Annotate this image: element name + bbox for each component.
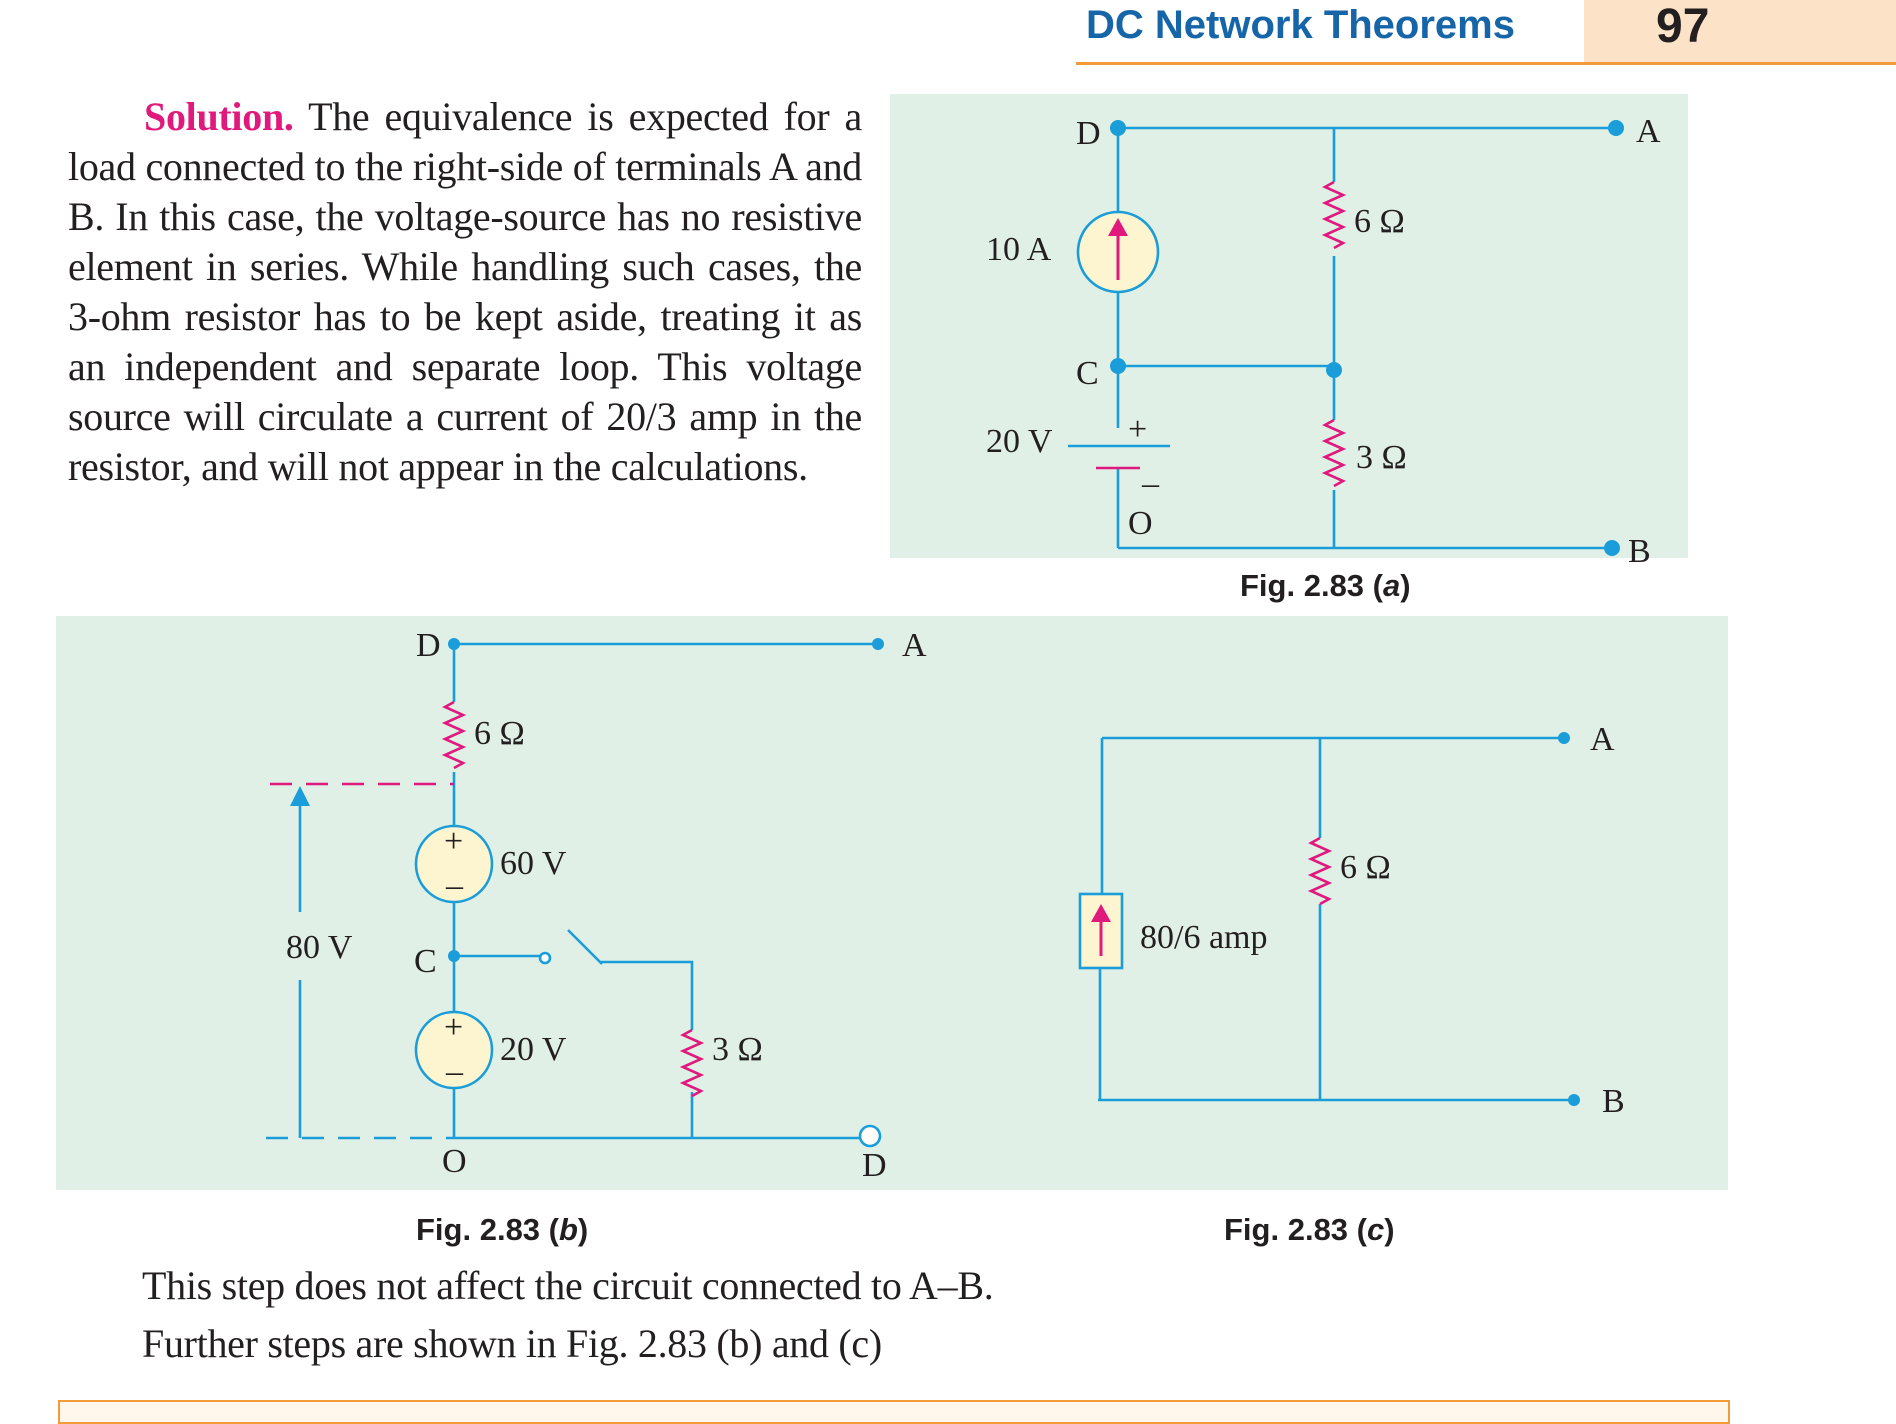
chapter-title: DC Network Theorems xyxy=(1086,3,1515,47)
caption-fig-b-prefix: Fig. 2.83 ( xyxy=(416,1212,559,1247)
fig-b-20v-minus: – xyxy=(446,1053,463,1090)
fig-b-label-60v: 60 V xyxy=(500,845,567,882)
solution-label: Solution. xyxy=(144,94,294,139)
fig-a-label-r1: 6 Ω xyxy=(1354,203,1405,240)
fig-b-label-d-top: D xyxy=(416,627,441,664)
figure-c-circuit xyxy=(1080,721,1625,1120)
caption-fig-b-suffix: ) xyxy=(577,1212,589,1247)
fig-a-label-o: O xyxy=(1128,505,1153,542)
fig-c-current-source-label: 80/6 amp xyxy=(1140,919,1268,956)
caption-fig-a-prefix: Fig. 2.83 ( xyxy=(1240,568,1383,603)
fig-a-label-d: D xyxy=(1076,115,1101,152)
page-number: 97 xyxy=(1656,0,1710,53)
fig-b-label-20v: 20 V xyxy=(500,1031,567,1068)
fig-b-label-80v: 80 V xyxy=(286,929,353,966)
body-line-1: This step does not affect the circuit connected to A–B. xyxy=(142,1263,994,1308)
fig-a-minus-sign: – xyxy=(1142,465,1159,502)
fig-b-60v-minus: – xyxy=(446,867,463,904)
caption-fig-b-letter: b xyxy=(558,1212,578,1247)
fig-c-node-b xyxy=(1568,1094,1580,1106)
fig-a-resistor-6-ohm xyxy=(1325,182,1343,248)
fig-a-node-d xyxy=(1110,120,1126,136)
fig-b-switch-terminal xyxy=(540,953,550,963)
fig-b-resistor-3-ohm xyxy=(683,1030,701,1096)
fig-c-label-a: A xyxy=(1590,721,1615,758)
fig-b-resistor-6-ohm xyxy=(445,702,463,768)
fig-a-label-b: B xyxy=(1628,533,1651,570)
fig-a-plus-sign: + xyxy=(1128,411,1148,448)
body-line-2: Further steps are shown in Fig. 2.83 (b) and (c) xyxy=(142,1321,882,1366)
fig-c-resistor-6-ohm xyxy=(1311,838,1329,904)
fig-c-label-r1: 6 Ω xyxy=(1340,849,1391,886)
fig-b-node-a xyxy=(872,638,884,650)
fig-a-node-a xyxy=(1608,120,1624,136)
fig-c-node-a xyxy=(1558,732,1570,744)
fig-a-label-a: A xyxy=(1636,113,1661,150)
fig-a-node-junction xyxy=(1326,362,1342,378)
fig-a-node-b xyxy=(1604,540,1620,556)
fig-a-label-c: C xyxy=(1076,355,1099,392)
fig-a-current-source-label: 10 A xyxy=(986,231,1052,268)
caption-fig-a-letter: a xyxy=(1382,568,1401,603)
fig-b-switch-blade xyxy=(568,930,602,964)
fig-b-label-d-bottom: D xyxy=(862,1147,887,1184)
fig-b-node-d xyxy=(448,638,460,650)
fig-b-60v-plus: + xyxy=(444,823,464,860)
caption-fig-c-letter: c xyxy=(1366,1212,1385,1247)
caption-fig-c-prefix: Fig. 2.83 ( xyxy=(1224,1212,1367,1247)
fig-b-label-o: O xyxy=(442,1143,467,1180)
caption-fig-c xyxy=(1224,1212,1395,1248)
caption-fig-b xyxy=(416,1212,588,1248)
fig-a-resistor-3-ohm xyxy=(1325,420,1343,486)
fig-b-label-r1: 6 Ω xyxy=(474,715,525,752)
fig-b-label-r2: 3 Ω xyxy=(712,1031,763,1068)
fig-a-label-r2: 3 Ω xyxy=(1356,439,1407,476)
fig-b-label-a: A xyxy=(902,627,927,664)
caption-fig-a xyxy=(1240,568,1411,604)
fig-b-80v-arrowhead xyxy=(290,786,310,806)
solution-text: The equivalence is expected for a load connected to the right-side of terminals A and B. In this case, the voltage-source has no resistive element in series. While handling such cases, the 3-ohm resistor has to be kept aside, treating it as an independent and separate loop. This voltage source will circulate a current of 20/3 amp in the resistor, and will not appear in the calculations. xyxy=(68,94,862,489)
fig-c-label-b: B xyxy=(1602,1083,1625,1120)
caption-fig-c-suffix: ) xyxy=(1384,1212,1395,1247)
fig-b-node-c xyxy=(448,950,460,962)
fig-a-node-c xyxy=(1110,358,1126,374)
fig-b-label-c: C xyxy=(414,943,437,980)
fig-b-terminal-d xyxy=(860,1126,880,1146)
caption-fig-a-suffix: ) xyxy=(1400,568,1411,603)
bottom-box xyxy=(58,1400,1730,1424)
figure-b-circuit xyxy=(266,627,927,1184)
fig-b-20v-plus: + xyxy=(444,1009,464,1046)
fig-a-voltage-source-label: 20 V xyxy=(986,423,1053,460)
fig-b-wire-right-branch xyxy=(600,962,692,1138)
figure-a-circuit xyxy=(986,113,1661,570)
